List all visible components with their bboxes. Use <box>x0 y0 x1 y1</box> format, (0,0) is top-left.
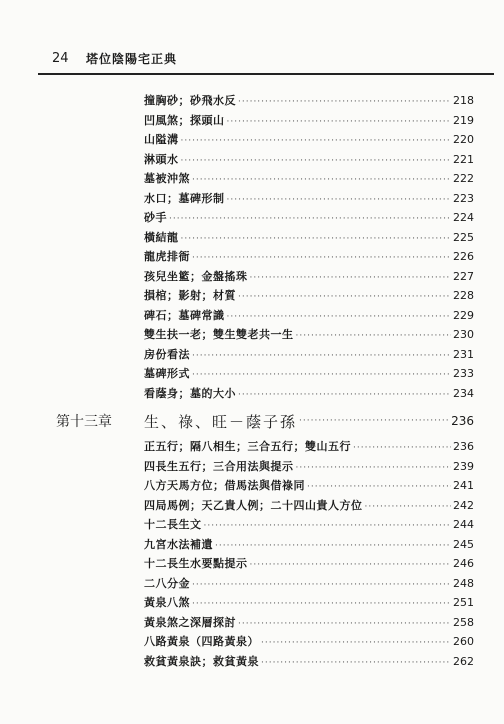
dot-leader <box>353 443 451 453</box>
toc-entry <box>56 497 474 517</box>
toc-entry-page-number: 229 <box>453 308 474 322</box>
page-header <box>38 48 494 70</box>
toc-entry <box>56 170 474 190</box>
toc-entry-page-number: 239 <box>453 459 474 473</box>
toc-entry-page-number: 245 <box>453 537 474 551</box>
toc-entry-title: 四局馬例；天乙貴人例；二十四山貴人方位 <box>144 498 363 512</box>
toc-entry <box>56 536 474 556</box>
dot-leader <box>192 351 451 361</box>
toc-entry <box>56 594 474 614</box>
chapter-page-number: 236 <box>451 414 474 428</box>
dot-leader <box>192 370 451 380</box>
toc-entry-title: 墓碑形式 <box>144 367 190 380</box>
toc-entry <box>56 516 474 536</box>
toc-entry-page-number: 242 <box>453 498 474 512</box>
toc-entry <box>56 614 474 634</box>
toc-entry <box>56 268 474 288</box>
toc-entry-title: 黃泉煞之深層探討 <box>144 615 236 629</box>
toc-entry <box>56 477 474 497</box>
toc-entry-title: 損棺；影射；材質 <box>144 289 236 302</box>
toc-entry-page-number: 260 <box>453 635 474 648</box>
dot-leader <box>215 541 451 551</box>
chapter-label: 第十三章 <box>56 414 112 430</box>
dot-leader <box>365 502 452 512</box>
toc-entry-title: 九宮水法補遺 <box>144 537 213 551</box>
toc-entry-title: 八方天馬方位；借馬法與借祿同 <box>144 479 305 492</box>
dot-leader <box>261 638 451 648</box>
dot-leader <box>296 331 452 341</box>
dot-leader <box>250 560 452 570</box>
toc-entry-page-number: 231 <box>453 347 474 361</box>
dot-leader <box>227 312 452 322</box>
dot-leader <box>169 214 451 224</box>
toc-entry <box>56 458 474 478</box>
toc-entry-title: 十二長生文 <box>144 518 202 531</box>
toc-entry <box>56 190 474 210</box>
toc-entry-title: 看蔭身；墓的大小 <box>144 386 236 400</box>
dot-leader <box>227 195 452 205</box>
toc-entry-title: 二八分金 <box>144 576 190 590</box>
toc-entry-title: 救貧黃泉訣；救貧黃泉 <box>144 654 259 668</box>
toc-entry-title: 房份看法 <box>144 347 190 361</box>
toc-entry <box>56 287 474 307</box>
dot-leader <box>181 136 452 146</box>
toc-entry <box>56 575 474 595</box>
toc-entry <box>56 248 474 268</box>
dot-leader <box>204 521 452 531</box>
toc-entry <box>56 151 474 171</box>
toc-entry-title: 十二長生水要點提示 <box>144 557 248 570</box>
toc-entry-title: 山隘溝 <box>144 133 179 146</box>
toc-entry-title: 雙生扶一老；雙生雙老共一生 <box>144 328 294 341</box>
chapter-title: 生、祿、旺－蔭子孫 <box>144 412 298 431</box>
dot-leader <box>192 175 451 185</box>
toc-entry <box>56 229 474 249</box>
dot-leader <box>250 273 452 283</box>
toc-entry <box>56 555 474 575</box>
toc-entry <box>56 307 474 327</box>
toc-entry-title: 墓被沖煞 <box>144 172 190 185</box>
toc-entry <box>56 385 474 405</box>
toc-entry-page-number: 220 <box>453 133 474 146</box>
toc-entry-page-number: 221 <box>453 152 474 166</box>
toc-entry-page-number: 224 <box>453 211 474 224</box>
toc-entry <box>56 326 474 346</box>
toc-entry-title: 黃泉八煞 <box>144 596 190 609</box>
toc-entry <box>56 92 474 112</box>
toc-entry-page-number: 222 <box>453 172 474 185</box>
toc-entry-page-number: 236 <box>453 440 474 453</box>
book-title: 塔位陰陽宅正典 <box>86 52 178 66</box>
toc-entry <box>56 438 474 458</box>
dot-leader <box>261 658 451 668</box>
toc-entry-title: 八路黃泉（四路黃泉） <box>144 635 259 648</box>
dot-leader <box>238 619 451 629</box>
dot-leader <box>238 390 451 400</box>
chapter-heading <box>56 404 474 438</box>
toc-entry-title: 淋頭水 <box>144 152 179 166</box>
toc-entry-title: 龍虎排衙 <box>144 250 190 263</box>
toc-entry-title: 正五行；隔八相生；三合五行；雙山五行 <box>144 440 351 453</box>
toc-section-before <box>56 92 474 404</box>
dot-leader <box>181 156 452 166</box>
toc-entry-page-number: 230 <box>453 328 474 341</box>
dot-leader <box>192 599 451 609</box>
toc-entry-page-number: 262 <box>453 654 474 668</box>
toc-entry-page-number: 234 <box>453 386 474 400</box>
toc-section-after <box>56 438 474 672</box>
toc-entry-page-number: 248 <box>453 576 474 590</box>
toc-entry-page-number: 218 <box>453 94 474 107</box>
toc-entry-page-number: 228 <box>453 289 474 302</box>
dot-leader <box>299 416 449 426</box>
toc-entry-page-number: 227 <box>453 269 474 283</box>
toc-entry-title: 碑石；墓碑常識 <box>144 308 225 322</box>
toc-entry <box>56 131 474 151</box>
dot-leader <box>227 117 452 127</box>
toc-entry-page-number: 246 <box>453 557 474 570</box>
dot-leader <box>192 253 451 263</box>
toc-entry-page-number: 241 <box>453 479 474 492</box>
toc-entry-page-number: 225 <box>453 230 474 244</box>
toc-entry-title: 砂手 <box>144 211 167 224</box>
toc-entry-title: 撞胸砂；砂飛水反 <box>144 94 236 107</box>
toc-entry-page-number: 244 <box>453 518 474 531</box>
toc-entry-title: 水口；墓碑形制 <box>144 191 225 205</box>
table-of-contents <box>56 92 474 672</box>
toc-entry <box>56 653 474 673</box>
toc-entry-page-number: 258 <box>453 615 474 629</box>
header-rule <box>38 73 494 75</box>
toc-entry-page-number: 233 <box>453 367 474 380</box>
toc-entry-title: 橫結龍 <box>144 230 179 244</box>
toc-entry-title: 孩兒坐籃；金盤搖珠 <box>144 269 248 283</box>
toc-entry <box>56 209 474 229</box>
toc-entry-title: 四長生五行；三合用法與提示 <box>144 459 294 473</box>
toc-entry <box>56 633 474 653</box>
toc-entry-page-number: 219 <box>453 113 474 127</box>
toc-entry-title: 凹風煞；探頭山 <box>144 113 225 127</box>
toc-entry-page-number: 223 <box>453 191 474 205</box>
dot-leader <box>181 234 452 244</box>
dot-leader <box>192 580 451 590</box>
dot-leader <box>238 97 451 107</box>
toc-entry <box>56 112 474 132</box>
dot-leader <box>238 292 451 302</box>
toc-entry <box>56 365 474 385</box>
toc-entry <box>56 346 474 366</box>
dot-leader <box>296 463 452 473</box>
page-number: 24 <box>52 51 69 66</box>
toc-entry-page-number: 226 <box>453 250 474 263</box>
dot-leader <box>307 482 451 492</box>
toc-entry-page-number: 251 <box>453 596 474 609</box>
